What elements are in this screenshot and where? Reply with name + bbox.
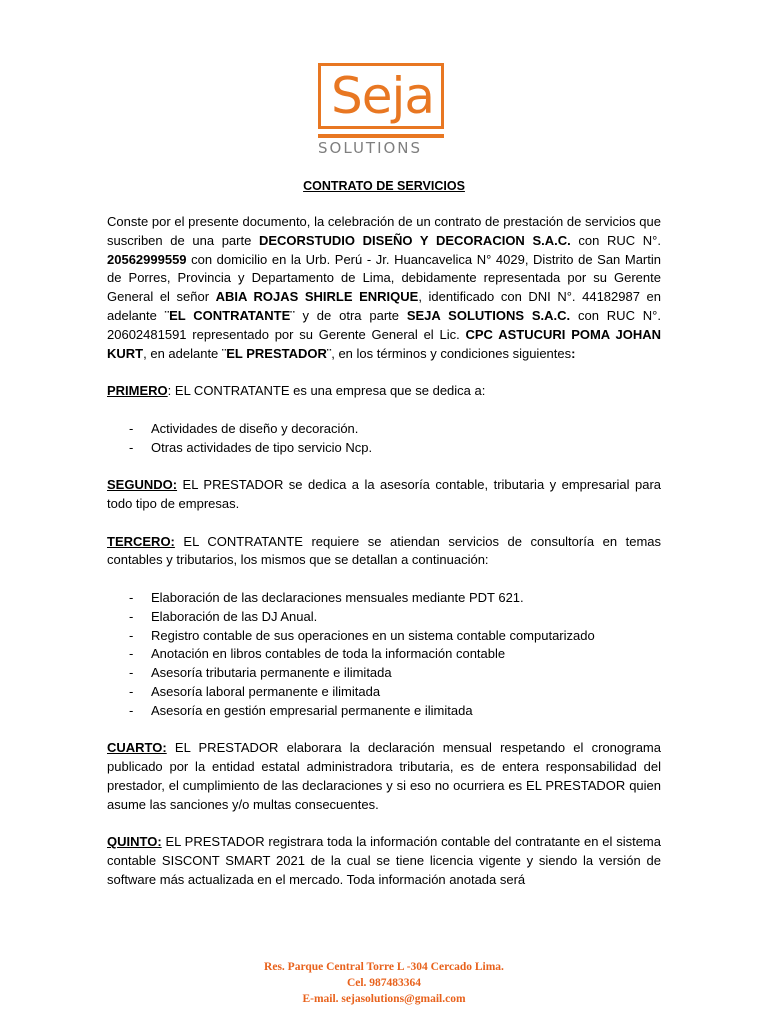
intro-bold-run: 20562999559 (107, 251, 187, 267)
intro-bold-run: CPC ASTUCURI POMA JOHAN KURT (107, 326, 662, 361)
footer-email: E-mail. sejasolutions@gmail.com (302, 993, 466, 1005)
list-item: - Asesoría en gestión empresarial permanente e ilimitada (107, 702, 661, 721)
page-footer (0, 959, 768, 1007)
list-item: - Anotación en libros contables de toda la información contable (107, 645, 661, 664)
logo-subtitle: SOLUTIONS (318, 139, 423, 157)
intro-bold-run: DECORSTUDIO DISEÑO Y DECORACION S.A.C. (258, 232, 571, 248)
clause-label: QUINTO: (107, 834, 162, 850)
intro-text-run: , identificado con DNI N°. 44182987 en adelante (107, 289, 661, 323)
primero-list (107, 420, 661, 458)
intro-bold-run: SEJA SOLUTIONS S.A.C. (406, 307, 571, 323)
clause-text: EL PRESTADOR registrara toda la información contable del contratante en el sistema contable SISCONT SMART 2021 de la cual se tiene licencia vigente y siendo la versión de software más actualizada en el mercado. Toda información anotada será (107, 834, 661, 887)
clause-segundo (107, 476, 661, 514)
list-item: - Asesoría laboral permanente e ilimitada (107, 683, 661, 702)
list-item: - Actividades de diseño y decoración. (107, 420, 661, 439)
clause-label: CUARTO: (107, 740, 167, 756)
list-item: - Elaboración de las DJ Anual. (107, 608, 661, 627)
footer-address: Res. Parque Central Torre L -304 Cercado Lima. (264, 961, 504, 973)
clause-label: SEGUNDO: (107, 477, 178, 493)
intro-text-run: con RUC N°. 20602481591 representado por su Gerente General el Lic. (107, 307, 661, 342)
clause-cuarto (107, 739, 661, 814)
clause-text: : EL CONTRATANTE es una empresa que se dedica a: (167, 383, 486, 399)
clause-label: TERCERO: (107, 533, 175, 549)
tercero-list (107, 589, 661, 721)
clause-text: EL PRESTADOR elaborara la declaración mensual respetando el cronograma publicado por la entidad estatal administradora tributaria, es de entera responsabilidad del prestador, el cumplimiento de las declaraciones y si eso no ocurriera es EL PRESTADOR quien asume las sanciones y/o multas consecuentes. (107, 740, 661, 812)
intro-bold-run: ABIA ROJAS SHIRLE ENRIQUE (215, 289, 419, 305)
logo-word: Seja (331, 67, 435, 125)
intro-text-run: y de otra parte (294, 307, 407, 323)
intro-bold-run: ¨EL CONTRATANTE¨ (164, 307, 295, 323)
intro-text-run: con RUC N°. (570, 232, 661, 248)
list-item: - Otras actividades de tipo servicio Ncp. (107, 439, 661, 458)
intro-bold-run: : (571, 345, 576, 361)
list-item: - Registro contable de sus operaciones en un sistema contable computarizado (107, 627, 661, 646)
clause-text: EL CONTRATANTE requiere se atiendan servicios de consultoría en temas contables y tributarios, los mismos que se detallan a continuación: (107, 533, 661, 568)
clause-text: EL PRESTADOR se dedica a la asesoría contable, tributaria y empresarial para todo tipo de empresas. (107, 477, 661, 511)
seja-logo (318, 63, 448, 158)
footer-phone: Cel. 987483364 (346, 977, 422, 989)
intro-text-run: con domicilio en la Urb. Perú - Jr. Huancavelica N° 4029, Distrito de San Martin de Porres, Provincia y Departamento de Lima, debidamente representada por su Gerente General el señor (107, 251, 661, 305)
intro-bold-run: ¨EL PRESTADOR¨ (221, 345, 332, 361)
clause-tercero (107, 533, 661, 571)
intro-text-run: , en los términos y condiciones siguientes (331, 345, 572, 361)
clause-label: PRIMERO (107, 383, 168, 399)
intro-text-run: Conste por el presente documento, la celebración de un contrato de prestación de servicios que suscriben de una parte (107, 214, 661, 248)
document-title: CONTRATO DE SERVICIOS (303, 179, 465, 193)
intro-paragraph (107, 213, 661, 363)
intro-text-run: , en adelante (143, 345, 222, 361)
clause-primero (107, 382, 661, 401)
logo-underline (318, 134, 444, 138)
clause-quinto (107, 833, 661, 889)
list-item: - Asesoría tributaria permanente e ilimitada (107, 664, 661, 683)
logo-frame (318, 63, 444, 129)
contract-body (107, 213, 661, 890)
list-item: - Elaboración de las declaraciones mensuales mediante PDT 621. (107, 589, 661, 608)
